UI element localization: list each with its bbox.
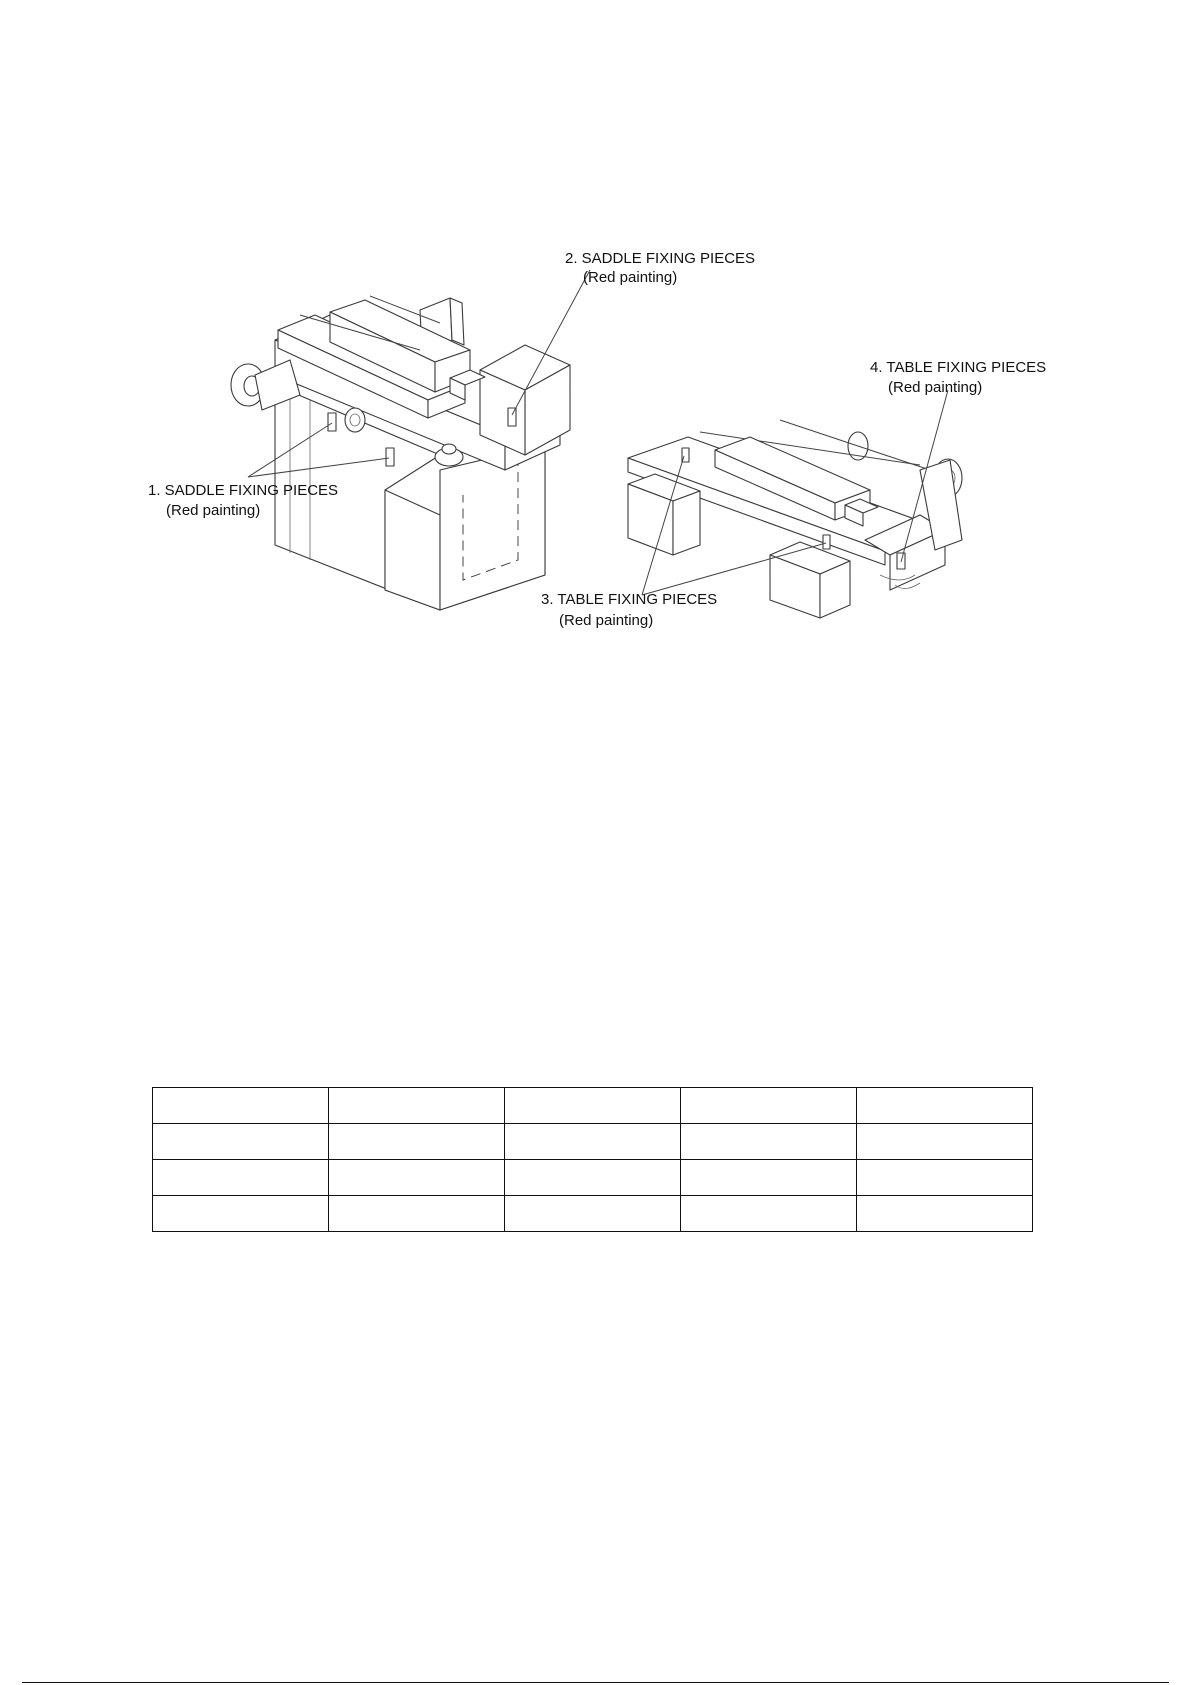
- table-3-note: (Red painting): [559, 612, 654, 629]
- saddle-assembly-drawing: [231, 296, 570, 610]
- footer-rule: [22, 1682, 1169, 1683]
- table-cell: [505, 1088, 681, 1124]
- table-row: [153, 1196, 1033, 1232]
- table-cell: [681, 1124, 857, 1160]
- table-cell: [329, 1124, 505, 1160]
- table-cell: [857, 1124, 1033, 1160]
- blank-record-table: [152, 1087, 1033, 1232]
- table-row: [153, 1124, 1033, 1160]
- table-cell: [153, 1196, 329, 1232]
- table-cell: [505, 1196, 681, 1232]
- table-cell: [153, 1124, 329, 1160]
- table-4-title: 4. TABLE FIXING PIECES: [870, 359, 1047, 376]
- table-3-title: 3. TABLE FIXING PIECES: [541, 591, 718, 608]
- table-cell: [857, 1088, 1033, 1124]
- table-cell: [681, 1088, 857, 1124]
- saddle-fixing-piece-1b: [386, 448, 394, 466]
- table-cell: [857, 1196, 1033, 1232]
- table-cell: [681, 1160, 857, 1196]
- saddle-1-title: 1. SADDLE FIXING PIECES: [148, 482, 339, 499]
- saddle-fixing-piece-1a: [328, 413, 336, 431]
- table-row: [153, 1088, 1033, 1124]
- saddle-2-note: (Red painting): [583, 269, 678, 286]
- saddle-2-title: 2. SADDLE FIXING PIECES: [565, 250, 756, 267]
- table-cell: [329, 1088, 505, 1124]
- table-assembly-drawing: [628, 420, 962, 618]
- table-cell: [857, 1160, 1033, 1196]
- table-cell: [153, 1088, 329, 1124]
- saddle-1-note: (Red painting): [166, 502, 261, 519]
- table-cell: [329, 1196, 505, 1232]
- table-cell: [505, 1124, 681, 1160]
- table-cell: [505, 1160, 681, 1196]
- table-cell: [329, 1160, 505, 1196]
- table-cell: [153, 1160, 329, 1196]
- table-cell: [681, 1196, 857, 1232]
- table-row: [153, 1160, 1033, 1196]
- machine-diagram: [0, 0, 1191, 680]
- table-fixing-piece-3b: [823, 535, 830, 549]
- table-4-note: (Red painting): [888, 379, 983, 396]
